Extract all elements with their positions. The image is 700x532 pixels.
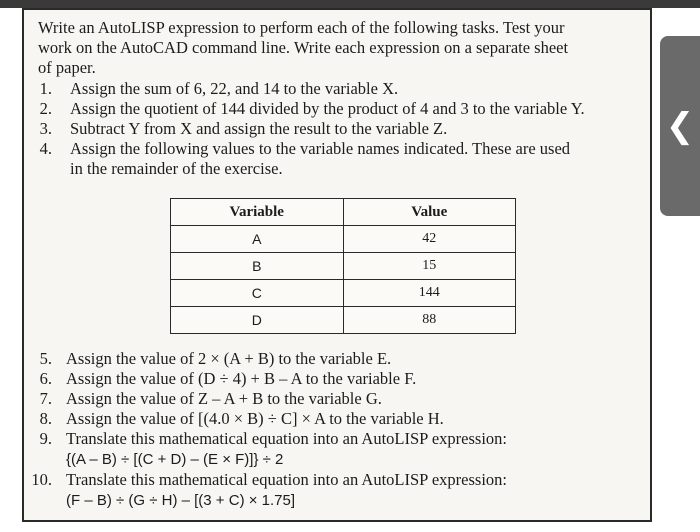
variable-cell: A xyxy=(171,226,344,253)
task-text: Assign the value of (D ÷ 4) + B – A to the variable F. xyxy=(66,369,417,388)
task-number: 5. xyxy=(39,349,52,368)
task-number: 4. xyxy=(39,139,52,158)
variable-cell: D xyxy=(171,307,344,334)
math-expression: (F – B) ÷ (G ÷ H) – [(3 + C) × 1.75] xyxy=(66,492,296,509)
task-text: Subtract Y from X and assign the result to the variable Z. xyxy=(70,119,448,138)
task-text: Assign the following values to the variable names indicated. These are used xyxy=(70,139,571,158)
task-text: Assign the value of [(4.0 × B) ÷ C] × A to the variable H. xyxy=(66,409,444,428)
task-number: 10. xyxy=(31,470,52,489)
variable-cell: C xyxy=(171,280,344,307)
task-number: 3. xyxy=(39,119,52,138)
task-number: 1. xyxy=(39,79,52,98)
table-row xyxy=(171,253,516,280)
task-number: 2. xyxy=(39,99,52,118)
task-number: 8. xyxy=(39,409,52,428)
task-text-continued: in the remainder of the exercise. xyxy=(70,159,283,178)
task-text: Assign the value of Z – A + B to the variable G. xyxy=(66,389,382,408)
variable-value-table xyxy=(170,198,516,334)
column-header-value: Value xyxy=(343,199,516,226)
exercise-page xyxy=(22,8,652,522)
intro-line-1: Write an AutoLISP expression to perform each of the following tasks. Test your xyxy=(38,18,565,37)
value-cell: 42 xyxy=(343,226,516,253)
chevron-left-icon[interactable]: ❮ xyxy=(665,106,695,146)
task-number: 6. xyxy=(39,369,52,388)
task-number: 7. xyxy=(39,389,52,408)
table-row xyxy=(171,307,516,334)
column-header-variable: Variable xyxy=(171,199,344,226)
variable-cell: B xyxy=(171,253,344,280)
task-text: Assign the value of 2 × (A + B) to the variable E. xyxy=(66,349,392,368)
task-text: Assign the quotient of 144 divided by the product of 4 and 3 to the variable Y. xyxy=(70,99,585,118)
intro-line-2: work on the AutoCAD command line. Write each expression on a separate sheet xyxy=(38,38,569,57)
intro-line-3: of paper. xyxy=(38,58,96,77)
task-text: Translate this mathematical equation into an AutoLISP expression: xyxy=(66,470,508,489)
task-text: Translate this mathematical equation into an AutoLISP expression: xyxy=(66,429,508,448)
value-cell: 144 xyxy=(343,280,516,307)
table-row xyxy=(171,280,516,307)
table-row xyxy=(171,226,516,253)
task-number: 9. xyxy=(39,429,52,448)
top-bar xyxy=(0,0,700,8)
value-cell: 88 xyxy=(343,307,516,334)
math-expression: {(A – B) ÷ [(C + D) – (E × F)]} ÷ 2 xyxy=(66,451,284,468)
side-panel-tab[interactable] xyxy=(660,36,700,216)
table-header-row xyxy=(171,199,516,226)
value-cell: 15 xyxy=(343,253,516,280)
task-text: Assign the sum of 6, 22, and 14 to the variable X. xyxy=(70,79,399,98)
